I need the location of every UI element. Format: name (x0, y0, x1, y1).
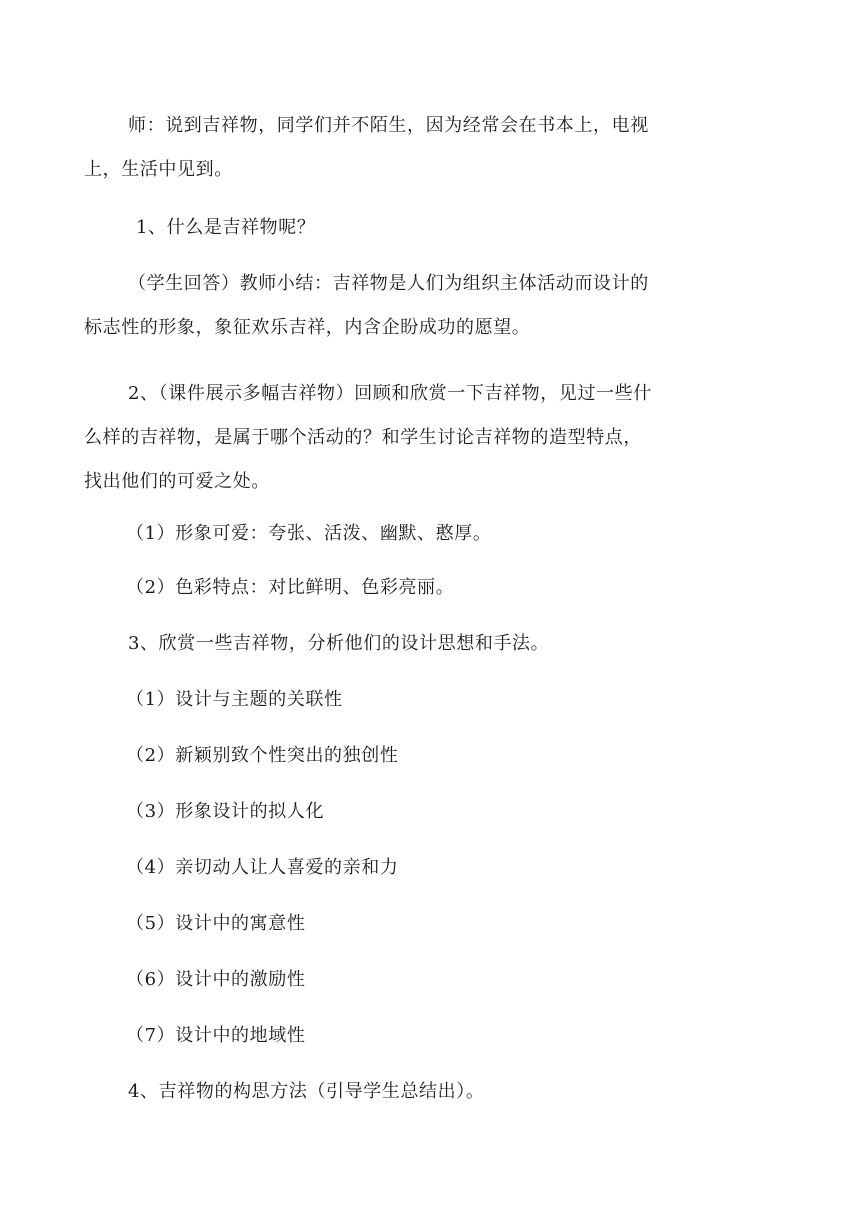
paragraph-item-3 (128, 622, 738, 666)
text-line: （5）设计中的寓意性 (126, 913, 306, 934)
text-line: （1）设计与主题的关联性 (126, 689, 343, 710)
list-item (126, 846, 736, 890)
paragraph-question-1 (84, 206, 694, 250)
text-line: 师：说到吉祥物，同学们并不陌生，因为经常会在书本上，电视 (128, 115, 649, 136)
text-line: 标志性的形象，象征欢乐吉祥，内含企盼成功的愿望。 (84, 317, 531, 338)
paragraph-item-2 (84, 372, 744, 504)
text-line: （3）形象设计的拟人化 (126, 801, 325, 822)
text-line: （4）亲切动人让人喜爱的亲和力 (126, 857, 399, 878)
list-item (126, 790, 736, 834)
paragraph-answer-summary (84, 262, 744, 350)
text-line: 么样的吉祥物，是属于哪个活动的？和学生讨论吉祥物的造型特点， (84, 427, 642, 448)
paragraph-sub-1 (126, 512, 736, 556)
text-line: （2）色彩特点：对比鲜明、色彩亮丽。 (126, 577, 455, 598)
text-line: 上，生活中见到。 (84, 159, 233, 180)
paragraph-item-4 (128, 1070, 738, 1114)
list-item (126, 678, 736, 722)
paragraph-intro (84, 104, 744, 192)
text-line: （学生回答）教师小结：吉祥物是人们为组织主体活动而设计的 (128, 273, 649, 294)
text-line: 4、吉祥物的构思方法（引导学生总结出）。 (128, 1081, 485, 1102)
text-line: （1）形象可爱：夸张、活泼、幽默、憨厚。 (126, 523, 492, 544)
text-line: （6）设计中的激励性 (126, 969, 306, 990)
text-line: 1、什么是吉祥物呢？ (136, 217, 316, 238)
list-item (126, 902, 736, 946)
paragraph-sub-2 (126, 566, 736, 610)
text-line: 2、（课件展示多幅吉祥物）回顾和欣赏一下吉祥物，见过一些什 (128, 383, 652, 404)
list-item (126, 958, 736, 1002)
text-line: （2）新颖别致个性突出的独创性 (126, 745, 399, 766)
list-item (126, 734, 736, 778)
text-line: 3、欣赏一些吉祥物，分析他们的设计思想和手法。 (128, 633, 550, 654)
text-line: 找出他们的可爱之处。 (84, 471, 270, 492)
list-item (126, 1014, 736, 1058)
text-line: （7）设计中的地域性 (126, 1025, 306, 1046)
